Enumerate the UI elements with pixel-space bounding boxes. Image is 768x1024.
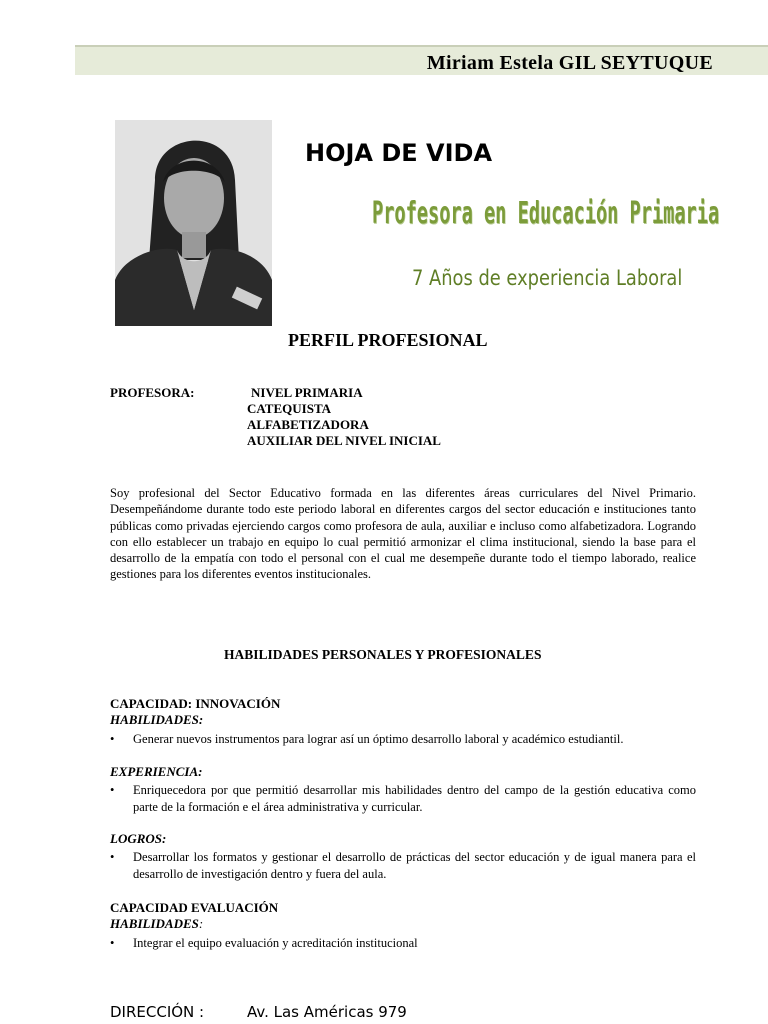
bullet-icon: •	[110, 783, 115, 798]
habilidades-label: HABILIDADES	[110, 916, 199, 932]
profession-item: CATEQUISTA	[247, 401, 332, 416]
profession-item: ALFABETIZADORA	[247, 417, 369, 432]
logros-label: LOGROS:	[110, 831, 167, 846]
candidate-name: Miriam Estela GIL SEYTUQUE	[426, 52, 713, 74]
portrait-photo	[115, 120, 272, 326]
experiencia-label: EXPERIENCIA:	[110, 764, 203, 779]
profession-item: AUXILIAR DEL NIVEL INICIAL	[247, 433, 441, 448]
habilidades-text: Generar nuevos instrumentos para lograr así un óptimo desarrollo laboral y académico estudiantil.	[133, 731, 624, 746]
document-title: HOJA DE VIDA	[305, 139, 493, 167]
experiencia-text: Enriquecedora por que permitió desarrollar mis habilidades dentro del campo de la gestión educativa como parte de la formación e el área administrativa y curricular.	[133, 783, 696, 814]
profession-list	[247, 385, 441, 449]
portrait-photo-icon	[115, 120, 272, 326]
profile-summary: Soy profesional del Sector Educativo formada en las diferentes áreas curriculares del Nivel Primario. Desempeñándome durante todo este periodo laboral en diferentes cargos del sector educación e instituciones tanto públicas como privadas ejerciendo cargos como profesora de aula, auxiliar e incluso como alfabetizadora. Logrando con ello establecer un trabajo en equipo lo cual permitió armonizar el clima institucional, siendo la base para el desarrollo de la empatía con todo el personal con el cual me desempeñe durante todo el tiempo laborado, realice gestiones para los diferentes eventos institucionales.	[110, 486, 696, 582]
habilidades-text: Integrar el equipo evaluación y acreditación institucional	[133, 935, 418, 950]
list-item	[110, 935, 696, 951]
bullet-icon: •	[110, 935, 115, 950]
bullet-icon: •	[110, 731, 115, 746]
logros-text: Desarrollar los formatos y gestionar el desarrollo de prácticas del sector educación y de igual manera para el desarrollo de investigación dentro y fuera del aula.	[133, 850, 696, 881]
list-item	[110, 849, 696, 882]
profession-label: PROFESORA:	[110, 385, 195, 400]
list-item	[110, 782, 696, 815]
evaluation-capacity-block: CAPACIDAD EVALUACIÓN HABILIDADES: • Integrar el equipo evaluación y acreditación institucional	[110, 900, 696, 951]
innovation-capacity-block	[110, 696, 696, 747]
skills-section-title: HABILIDADES PERSONALES Y PROFESIONALES	[224, 647, 542, 662]
list-item	[110, 731, 696, 747]
address-value: Av. Las Américas 979	[247, 1003, 407, 1021]
achievements-block	[110, 831, 696, 882]
experience-subtitle: 7 Años de experiencia Laboral	[412, 266, 683, 290]
header-band	[75, 45, 768, 75]
habilidades-label: HABILIDADES:	[110, 712, 204, 728]
address-line	[110, 1003, 407, 1021]
profile-section-title: PERFIL PROFESIONAL	[288, 330, 488, 350]
capacity-heading: CAPACIDAD EVALUACIÓN	[110, 900, 279, 915]
capacity-heading: CAPACIDAD: INNOVACIÓN	[110, 696, 281, 711]
role-title: Profesora en Educación Primaria	[372, 196, 720, 231]
experience-block	[110, 764, 696, 815]
profession-item: NIVEL PRIMARIA	[251, 385, 363, 400]
address-label: DIRECCIÓN :	[110, 1003, 205, 1021]
bullet-icon: •	[110, 850, 115, 865]
